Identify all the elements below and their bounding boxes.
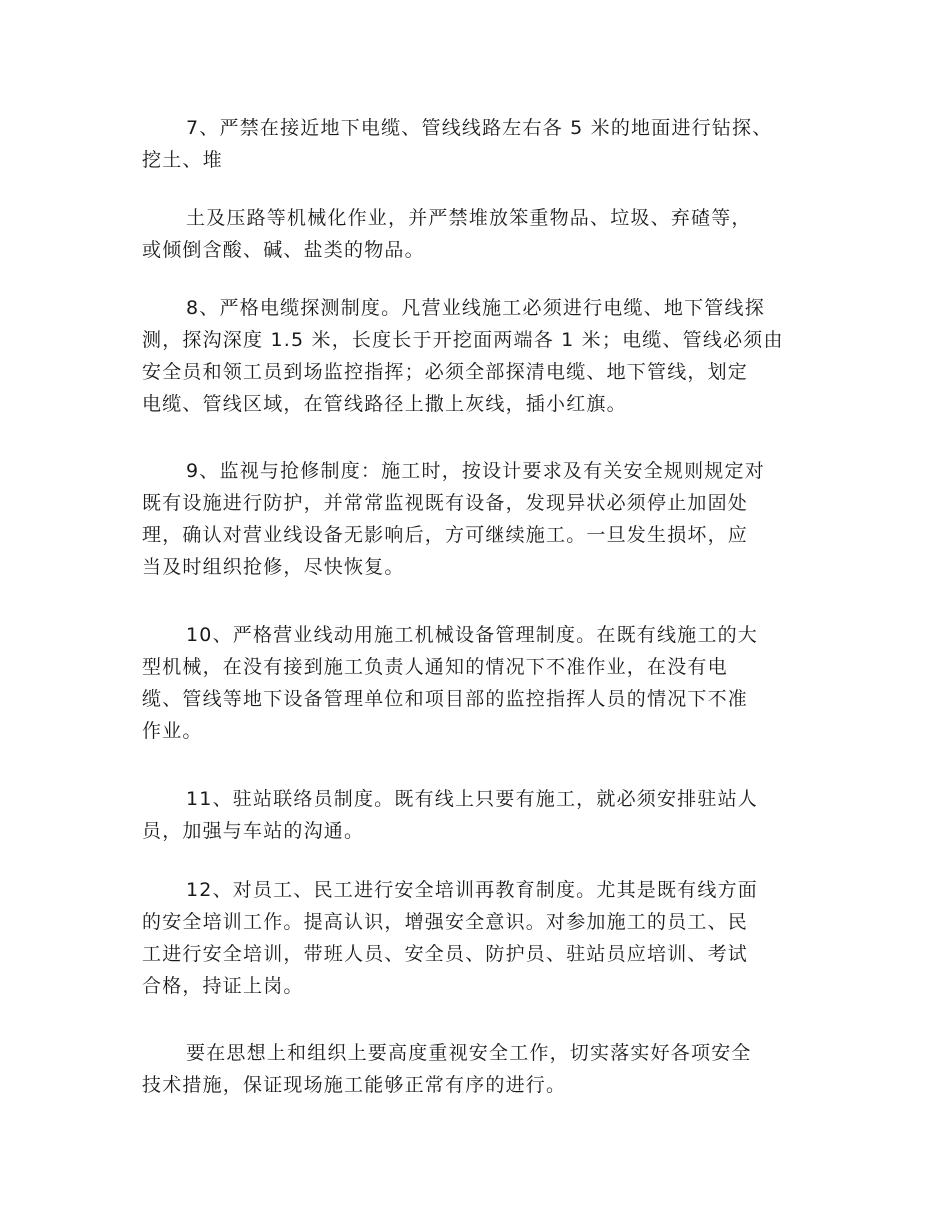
text-line: 理，确认对营业线设备无影响后，方可继续施工。一旦发生损坏，应 [142, 524, 749, 546]
text-line: 技术措施，保证现场施工能够正常有序的进行。 [142, 1074, 567, 1096]
text-line: 既有设施进行防护，并常常监视既有设备，发现异状必须停止加固处 [142, 492, 749, 514]
text-line: 10、严格营业线动用施工机械设备管理制度。在既有线施工的大 [186, 624, 758, 646]
text-line: 的安全培训工作。提高认识，增强安全意识。对参加施工的员工、民 [142, 911, 749, 933]
closing-paragraph [142, 1037, 812, 1101]
paragraph-item-10 [142, 619, 812, 747]
paragraph-item-11 [142, 783, 812, 847]
text-line: 土及压路等机械化作业，并严禁堆放笨重物品、垃圾、弃碴等， [186, 207, 752, 229]
paragraph-item-7 [142, 112, 812, 176]
paragraph-item-9 [142, 455, 812, 583]
text-line: 作业。 [142, 720, 203, 742]
text-line: 要在思想上和组织上要高度重视安全工作，切实落实好各项安全 [186, 1042, 752, 1064]
text-line: 8、严格电缆探测制度。凡营业线施工必须进行电缆、地下管线探 [186, 297, 765, 319]
text-line: 或倾倒含酸、碱、盐类的物品。 [142, 239, 425, 261]
text-line: 11、驻站联络员制度。既有线上只要有施工，就必须安排驻站人 [186, 788, 758, 810]
text-line: 7、严禁在接近地下电缆、管线线路左右各 5 米的地面进行钻探、 [186, 117, 773, 139]
text-line: 缆、管线等地下设备管理单位和项目部的监控指挥人员的情况下不准 [142, 688, 749, 710]
text-line: 合格，持证上岗。 [142, 975, 304, 997]
text-line: 9、监视与抢修制度：施工时，按设计要求及有关安全规则规定对 [186, 460, 765, 482]
text-line: 挖土、堆 [142, 149, 223, 171]
text-line: 测，探沟深度 1.5 米，长度长于开挖面两端各 1 米；电缆、管线必须由 [142, 329, 784, 351]
text-line: 工进行安全培训，带班人员、安全员、防护员、驻站员应培训、考试 [142, 943, 749, 965]
text-line: 型机械，在没有接到施工负责人通知的情况下不准作业，在没有电 [142, 656, 728, 678]
text-line: 安全员和领工员到场监控指挥；必须全部探清电缆、地下管线，划定 [142, 361, 749, 383]
text-line: 12、对员工、民工进行安全培训再教育制度。尤其是既有线方面 [186, 879, 758, 901]
paragraph-item-12 [142, 874, 812, 1002]
text-line: 当及时组织抢修，尽快恢复。 [142, 556, 405, 578]
text-line: 员，加强与车站的沟通。 [142, 820, 365, 842]
paragraph-item-7-continued [142, 202, 812, 266]
paragraph-item-8 [142, 292, 812, 420]
text-line: 电缆、管线区域，在管线路径上撒上灰线，插小红旗。 [142, 393, 627, 415]
